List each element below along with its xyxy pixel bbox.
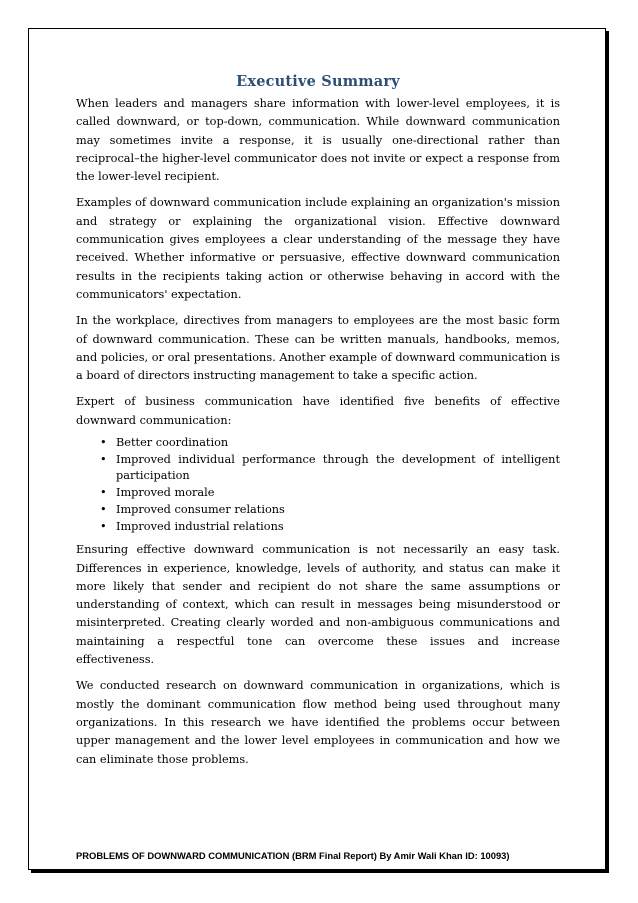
page-footer: PROBLEMS OF DOWNWARD COMMUNICATION (BRM Final Report) By Amir Wali Khan ID: 10093) [76,850,510,861]
list-item [100,452,560,485]
list-item [100,502,560,519]
benefits-list [76,435,560,535]
list-item-text: Improved morale [116,486,215,500]
bullet-icon: • [100,502,107,516]
paragraph-workplace: In the workplace, directives from managers to employees are the most basic form of downward communication. These can be written manuals, handbooks, memos, and policies, or oral presentations. Another example of downward communication is a board of directors instructing management to take a specific action. [76,314,560,383]
page-title: Executive Summary [236,73,400,90]
list-item-text: Improved consumer relations [116,502,285,516]
paragraph-research: We conducted research on downward communication in organizations, which is mostly the dominant communication flow method being used throughout many organizations. In this research we have identified the problems occur between upper management and the lower level employees in communication and how we can eliminate those problems. [76,679,560,766]
list-item-text: Improved individual performance through the development of intelligent participation [116,452,560,483]
list-item-text: Better coordination [116,436,229,450]
bullet-icon: • [100,436,107,450]
document-body [76,72,560,777]
list-item [100,519,560,536]
list-item [100,435,560,452]
paragraph-definition: When leaders and managers share information with lower-level employees, it is called downward, or top-down, communication. While downward communication may sometimes invite a response, it is usually one-directional rather than reciprocal–the higher-level communicator does not invite or expect a response from the lower-level recipient. [76,97,560,184]
paragraph-challenges: Ensuring effective downward communication is not necessarily an easy task. Differences in experience, knowledge, levels of authority, and status can make it more likely that sender and recipient do not share the same assumptions or understanding of context, which can result in messages being misunderstood or misinterpreted. Creating clearly worded and non-ambiguous communications and maintaining a respectful tone can overcome these issues and increase effectiveness. [76,543,560,667]
bullet-icon: • [100,519,107,533]
list-item [100,485,560,502]
paragraph-examples: Examples of downward communication include explaining an organization's mission and strategy or explaining the organizational vision. Effective downward communication gives employees a clear understanding of the message they have received. Whether informative or persuasive, effective downward communication results in the recipients taking action or otherwise behaving in accord with the communicators' expectation. [76,196,560,301]
bullet-icon: • [100,486,107,500]
bullet-icon: • [100,452,107,466]
list-item-text: Improved industrial relations [116,519,284,533]
paragraph-benefits-intro: Expert of business communication have identified five benefits of effective downward communication: [76,395,560,427]
